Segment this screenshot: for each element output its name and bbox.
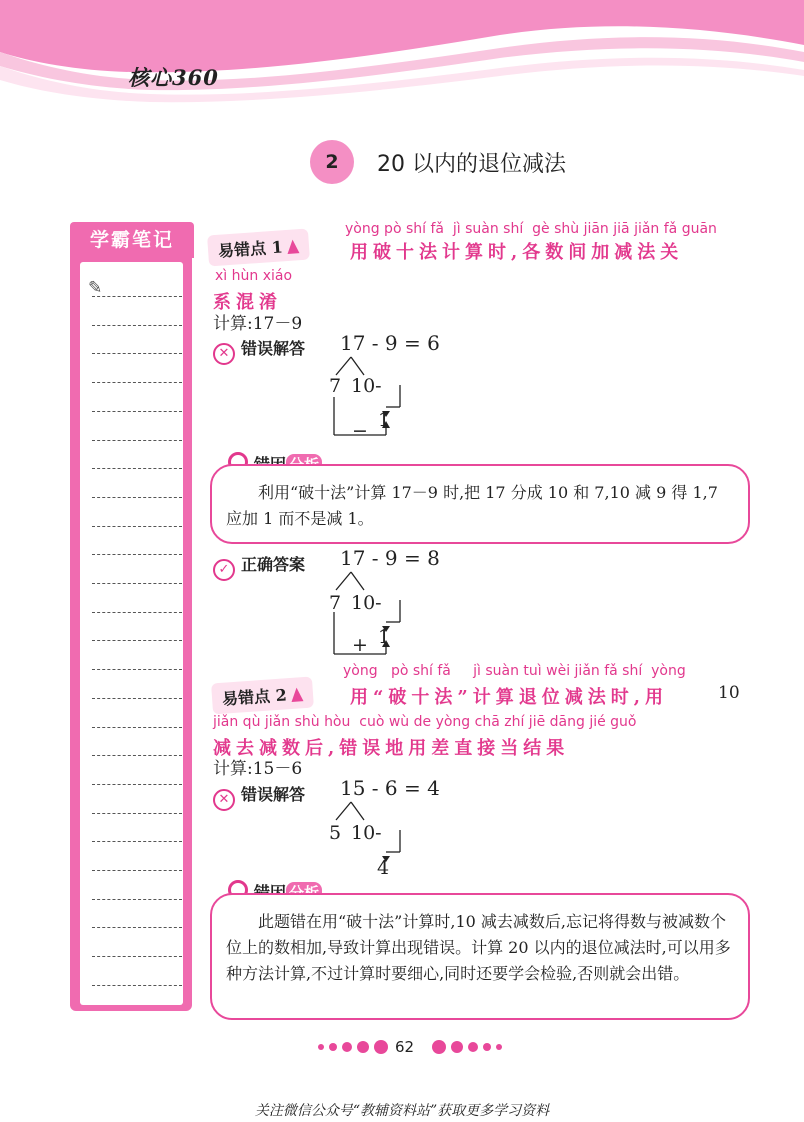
footer-note: 关注微信公众号“教辅资料站”获取更多学习资料: [254, 1103, 550, 1119]
note-line: [92, 468, 182, 469]
pinyin-line: yòng pò shí fǎ jì suàn tuì wèi jiǎn fǎ shí yòng: [343, 663, 686, 679]
page-dot: [329, 1043, 337, 1051]
equation: 17 - 9 = 6: [340, 331, 440, 355]
note-line: [92, 353, 182, 354]
note-line: [92, 325, 182, 326]
note-line: [92, 612, 182, 613]
split-digit: 7: [329, 592, 342, 614]
note-line: [92, 640, 182, 641]
note-line: [92, 698, 182, 699]
note-line: [92, 899, 182, 900]
operator: −: [352, 420, 368, 442]
wrong-answer-label: ✕ 错误解答: [213, 336, 305, 365]
split-digit: 5: [329, 822, 342, 844]
note-line: [92, 985, 182, 986]
flag-icon: [290, 687, 303, 702]
split-digit: 7: [329, 375, 342, 397]
correct-answer-label: ✓ 正确答案: [213, 552, 305, 581]
page-dot: [342, 1042, 352, 1052]
flag-icon: [286, 239, 299, 254]
page-dot: [432, 1040, 446, 1054]
note-line: [92, 755, 182, 756]
page-dot: [374, 1040, 388, 1054]
result-digit: 4: [377, 857, 390, 879]
error-point-2-text: 用“破十法”计算退位减法时,用: [350, 687, 668, 708]
note-line: [92, 727, 182, 728]
note-line: [92, 411, 182, 412]
pinyin-line: yòng pò shí fǎ jì suàn shí gè shù jiān jiā jiǎn fǎ guān: [345, 221, 717, 237]
brand-logo: 核心360: [128, 65, 219, 90]
sidebar-notes-area: [80, 262, 183, 1005]
note-line: [92, 956, 182, 957]
calc-prompt: 计算:15－6: [213, 759, 303, 779]
split-digit: 10-: [351, 822, 382, 844]
note-line: [92, 554, 182, 555]
wrong-answer-label: ✕ 错误解答: [213, 782, 305, 811]
note-line: [92, 841, 182, 842]
pinyin-line: jiǎn qù jiǎn shù hòu cuò wù de yòng chā zhí jiē dāng jié guǒ: [213, 714, 637, 730]
cross-icon: ✕: [213, 789, 235, 811]
sidebar-title: 学霸笔记: [70, 222, 194, 258]
page-dot: [357, 1041, 369, 1053]
split-digit: 10-: [351, 592, 382, 614]
note-line: [92, 813, 182, 814]
page-dot: [496, 1044, 502, 1050]
error-point-1-text-cont: 系混淆: [213, 292, 282, 313]
note-line: [92, 526, 182, 527]
note-line: [92, 870, 182, 871]
note-line: [92, 669, 182, 670]
header-banner: [0, 0, 804, 110]
page-dot: [468, 1042, 478, 1052]
pinyin-line: xì hùn xiáo: [215, 268, 293, 284]
equation: 17 - 9 = 8: [340, 546, 440, 570]
operator: +: [352, 634, 368, 656]
result-digit: 1: [378, 626, 391, 648]
split-digit: 10-: [351, 375, 382, 397]
error-point-1-text: 用破十法计算时,各数间加减法关: [350, 242, 684, 263]
page-dot: [451, 1041, 463, 1053]
page-number: 62: [395, 1038, 415, 1056]
pencil-icon: ✎: [88, 278, 103, 298]
error-analysis-box: 此题错在用“破十法”计算时,10 减去减数后,忘记将得数与被减数个位上的数相加,导致计算出现错误。计算 20 以内的退位减法时,可以用多种方法计算,不过计算时要细心,同时还要学会检验,否则就会出错。: [210, 893, 750, 1020]
check-icon: ✓: [213, 559, 235, 581]
calc-prompt: 计算:17－9: [213, 314, 303, 334]
error-point-1-badge: 易错点 1: [207, 229, 310, 267]
result-digit: 1: [378, 409, 391, 431]
page-dot: [318, 1044, 324, 1050]
note-line: [92, 296, 182, 297]
lesson-title: 20 以内的退位减法: [377, 152, 566, 177]
error-point-2-badge: 易错点 2: [211, 677, 314, 715]
note-line: [92, 497, 182, 498]
equation: 15 - 6 = 4: [340, 776, 440, 800]
note-line: [92, 927, 182, 928]
error-point-2-text-cont: 减去减数后,错误地用差直接当结果: [213, 738, 570, 759]
note-line: [92, 784, 182, 785]
note-line: [92, 440, 182, 441]
note-line: [92, 382, 182, 383]
note-line: [92, 583, 182, 584]
page-dot: [483, 1043, 491, 1051]
cross-icon: ✕: [213, 343, 235, 365]
lesson-number: 2: [310, 140, 354, 184]
error-analysis-box: 利用“破十法”计算 17－9 时,把 17 分成 10 和 7,10 减 9 得 1,7 应加 1 而不是减 1。: [210, 464, 750, 544]
number: 10: [718, 683, 740, 703]
